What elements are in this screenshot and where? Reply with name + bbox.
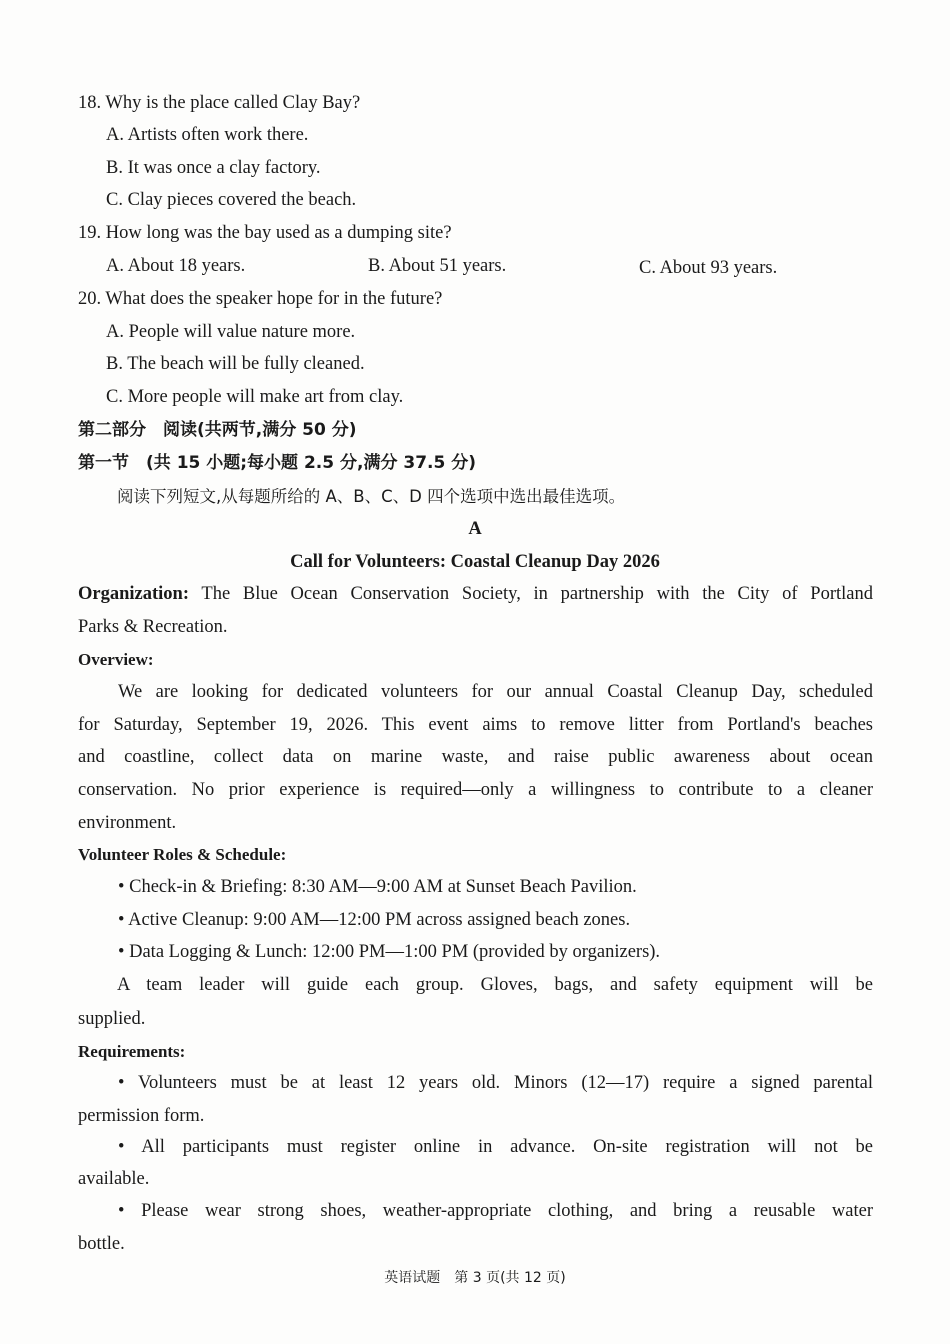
question-20-stem: 20. What does the speaker hope for in the future? [78, 289, 443, 309]
page-footer: 英语试题 第 3 页(共 12 页) [384, 1270, 566, 1286]
overview-line-2: for Saturday, September 19, 2026. This event aims to remove litter from Portland's beaches [78, 715, 873, 735]
question-18-stem: 18. Why is the place called Clay Bay? [78, 93, 361, 113]
passage-title: Call for Volunteers: Coastal Cleanup Day 2026 [290, 552, 660, 572]
passage-letter: A [468, 519, 482, 539]
requirement-clothing-line-1: • Please wear strong shoes, weather-appropriate clothing, and bring a reusable water [118, 1201, 873, 1221]
question-19-option-c: C. About 93 years. [639, 258, 778, 278]
question-20-option-b: B. The beach will be fully cleaned. [106, 354, 365, 374]
team-leader-line-1: A team leader will guide each group. Gloves, bags, and safety equipment will be [117, 975, 873, 995]
roles-label: Volunteer Roles & Schedule: [78, 845, 287, 864]
question-18-option-b: B. It was once a clay factory. [106, 158, 321, 178]
organization-line-2: Parks & Recreation. [78, 617, 228, 637]
overview-line-4: conservation. No prior experience is required—only a willingness to contribute to a cleaner [78, 780, 873, 800]
question-20-option-a: A. People will value nature more. [106, 322, 356, 342]
question-19-option-b: B. About 51 years. [368, 256, 507, 276]
requirement-register-line-1: • All participants must register online in advance. On-site registration will not be [118, 1137, 873, 1157]
requirement-clothing-line-2: bottle. [78, 1234, 125, 1254]
reading-instruction: 阅读下列短文,从每题所给的 A、B、C、D 四个选项中选出最佳选项。 [117, 487, 626, 506]
role-item-cleanup: • Active Cleanup: 9:00 AM—12:00 PM across assigned beach zones. [118, 910, 631, 930]
overview-label: Overview: [78, 650, 154, 669]
requirement-age-line-2: permission form. [78, 1106, 205, 1126]
overview-line-5: environment. [78, 813, 177, 833]
question-20-option-c: C. More people will make art from clay. [106, 387, 404, 407]
organization-text: The Blue Ocean Conservation Society, in partnership with the City of Portland [189, 584, 873, 604]
question-18-option-a: A. Artists often work there. [106, 125, 309, 145]
requirement-age-line-1: • Volunteers must be at least 12 years old. Minors (12—17) require a signed parental [118, 1073, 873, 1093]
question-19-stem: 19. How long was the bay used as a dumping site? [78, 223, 452, 243]
overview-line-1: We are looking for dedicated volunteers for our annual Coastal Cleanup Day, scheduled [118, 682, 873, 702]
role-item-data-logging: • Data Logging & Lunch: 12:00 PM—1:00 PM (provided by organizers). [118, 942, 661, 962]
section-one-heading: 第一节 (共 15 小题;每小题 2.5 分,满分 37.5 分) [78, 453, 477, 473]
team-leader-line-2: supplied. [78, 1009, 146, 1029]
requirement-register-line-2: available. [78, 1169, 150, 1189]
question-19-option-a: A. About 18 years. [106, 256, 246, 276]
organization-line [78, 582, 873, 606]
overview-line-3: and coastline, collect data on marine waste, and raise public awareness about ocean [78, 747, 873, 767]
role-item-checkin: • Check-in & Briefing: 8:30 AM—9:00 AM at Sunset Beach Pavilion. [118, 877, 637, 897]
part-two-heading: 第二部分 阅读(共两节,满分 50 分) [78, 420, 357, 440]
organization-label: Organization: [78, 584, 189, 604]
requirements-label: Requirements: [78, 1042, 186, 1061]
question-18-option-c: C. Clay pieces covered the beach. [106, 190, 357, 210]
